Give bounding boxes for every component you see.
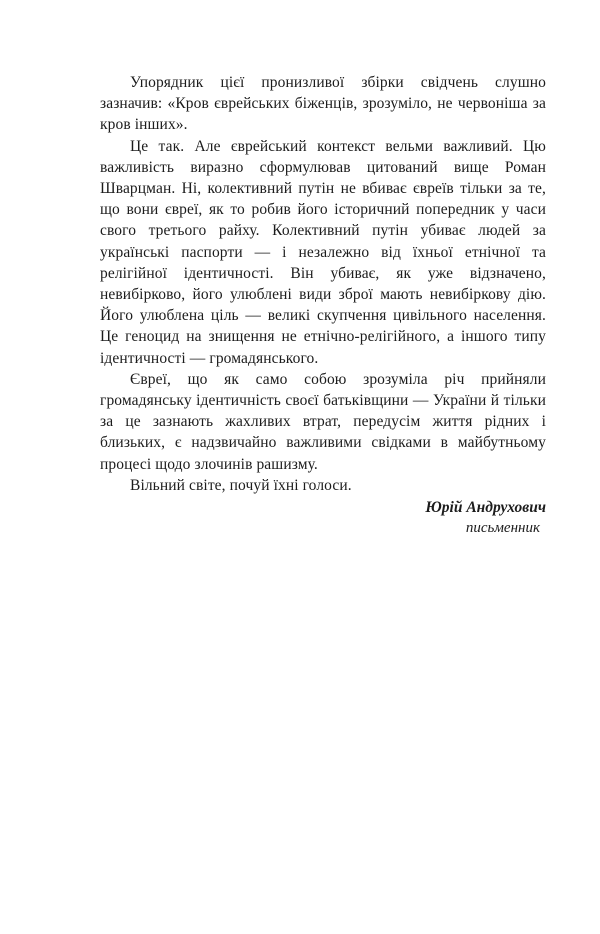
paragraph: Євреї, що як само собою зрозуміла річ прийняли громадянську ідентичність своєї батьківщини — України й тільки за це зазнають жахливих втрат, передусім життя рідних і близьких, є надзвичайно важливими свідками в майбутньому процесі щодо злочинів рашизму. xyxy=(100,370,546,473)
signature-block xyxy=(100,497,546,539)
paragraph: Це так. Але єврейський контекст вельми важливий. Цю важливість виразно сформулював цитований вище Роман Шварцман. Ні, колективний путін не вбиває євреїв тільки за те, що вони євреї, як то робив його історичний попередник у часи свого третього райху. Колективний путін убиває людей за українські паспорти — і незалежно від їхньої етнічної та релігійної ідентичності. Він убиває, як уже відзначено, невибірково, його улюблені види зброї мають невибіркову дію. Його улюблена ціль — великі скупчення цивільного населення. Це геноцид на знищення не етнічно-релігійного, а іншого типу ідентичності — громадянського. xyxy=(100,137,546,367)
body-text xyxy=(100,72,546,496)
paragraph: Упорядник цієї пронизливої збірки свідчень слушно зазначив: «Кров єврейських біженців, зрозуміло, не червоніша за кров інших». xyxy=(100,74,546,134)
signature-name: Юрій Андрухович xyxy=(425,499,546,517)
paragraph: Вільний світе, почуй їхні голоси. xyxy=(130,476,352,494)
signature-role: письменник xyxy=(465,520,540,537)
